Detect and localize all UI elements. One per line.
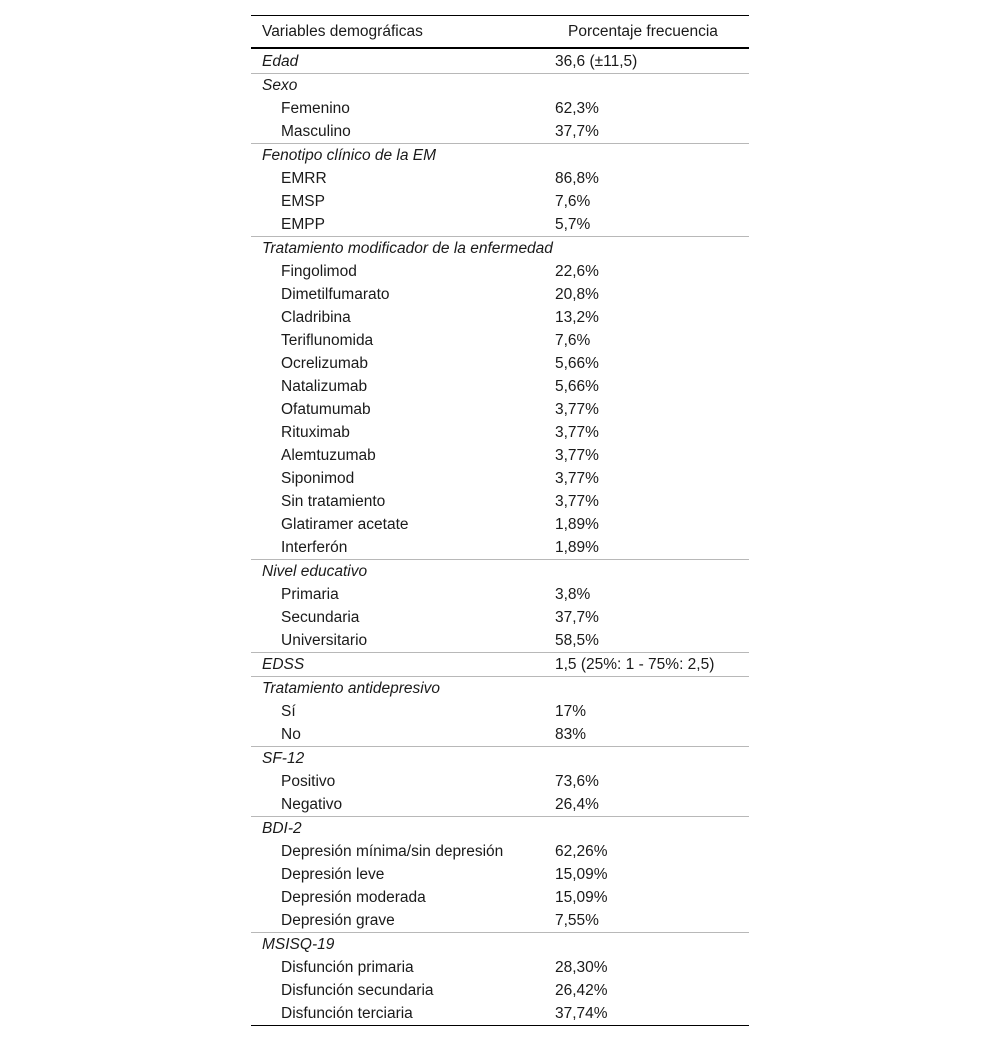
row-value: 17%: [555, 703, 587, 720]
table-row: [251, 467, 749, 490]
table-row-category: [251, 50, 749, 73]
table-row: [251, 213, 749, 236]
table-row: [251, 979, 749, 1002]
row-label: EMPP: [281, 216, 325, 233]
table-row: [251, 863, 749, 886]
row-value: 5,66%: [555, 355, 599, 372]
table-row: [251, 629, 749, 652]
row-value: 20,8%: [555, 286, 599, 303]
row-label: Rituximab: [281, 424, 350, 441]
row-value: 7,55%: [555, 912, 599, 929]
table-row-category: [251, 560, 749, 583]
row-label: Depresión mínima/sin depresión: [281, 843, 504, 860]
table-group: [251, 677, 749, 747]
row-value: 3,77%: [555, 424, 599, 441]
row-value: 26,42%: [555, 982, 608, 999]
column-header-variables: Variables demográficas: [262, 23, 423, 40]
row-label: Teriflunomida: [281, 332, 374, 349]
table-row-category: [251, 237, 749, 260]
row-label: Interferón: [281, 539, 348, 556]
row-label: Siponimod: [281, 470, 355, 487]
row-label: Ocrelizumab: [281, 355, 368, 372]
row-value: 3,77%: [555, 470, 599, 487]
table-row: [251, 909, 749, 932]
table-group: [251, 49, 749, 74]
table-row: [251, 306, 749, 329]
row-value: 28,30%: [555, 959, 608, 976]
table-row-category: [251, 677, 749, 700]
table-row: [251, 583, 749, 606]
row-value: 3,8%: [555, 586, 591, 603]
table-row: [251, 120, 749, 143]
table-row: [251, 886, 749, 909]
table-group: [251, 560, 749, 653]
table-row-category: [251, 747, 749, 770]
row-label: Disfunción terciaria: [281, 1005, 413, 1022]
table-group: [251, 747, 749, 817]
row-value: 62,3%: [555, 100, 599, 117]
row-value: 83%: [555, 726, 587, 743]
table-row: [251, 375, 749, 398]
row-value: 1,89%: [555, 516, 599, 533]
category-value: 36,6 (±11,5): [555, 53, 638, 70]
category-label: Tratamiento modificador de la enfermedad: [262, 240, 553, 257]
row-value: 37,74%: [555, 1005, 608, 1022]
table-row-category: [251, 74, 749, 97]
row-label: Depresión leve: [281, 866, 385, 883]
row-label: Sí: [281, 703, 296, 720]
row-value: 37,7%: [555, 123, 599, 140]
row-value: 1,89%: [555, 539, 599, 556]
row-value: 15,09%: [555, 889, 608, 906]
row-value: 5,7%: [555, 216, 591, 233]
row-value: 5,66%: [555, 378, 599, 395]
row-label: Disfunción secundaria: [281, 982, 434, 999]
table-row-category: [251, 817, 749, 840]
table-group: [251, 817, 749, 933]
row-label: Alemtuzumab: [281, 447, 376, 464]
table-row: [251, 283, 749, 306]
category-label: EDSS: [262, 656, 305, 673]
column-header-frequency: Porcentaje frecuencia: [568, 23, 718, 40]
row-value: 62,26%: [555, 843, 608, 860]
category-label: Sexo: [262, 77, 298, 94]
row-value: 3,77%: [555, 447, 599, 464]
category-label: Fenotipo clínico de la EM: [262, 147, 437, 164]
row-value: 58,5%: [555, 632, 599, 649]
table-row: [251, 167, 749, 190]
table-row: [251, 536, 749, 559]
row-label: Positivo: [281, 773, 336, 790]
row-label: Secundaria: [281, 609, 360, 626]
row-label: Depresión moderada: [281, 889, 426, 906]
table-row-category: [251, 144, 749, 167]
table-row: [251, 352, 749, 375]
table-row: [251, 606, 749, 629]
row-label: Fingolimod: [281, 263, 357, 280]
table-row: [251, 329, 749, 352]
row-value: 7,6%: [555, 193, 591, 210]
table-group: [251, 144, 749, 237]
table-row: [251, 490, 749, 513]
table-group: [251, 74, 749, 144]
table-header: [251, 16, 749, 49]
row-label: EMSP: [281, 193, 325, 210]
category-label: SF-12: [262, 750, 305, 767]
row-value: 73,6%: [555, 773, 599, 790]
category-label: Nivel educativo: [262, 563, 368, 580]
table-group: [251, 933, 749, 1025]
table-group: [251, 653, 749, 677]
row-label: Masculino: [281, 123, 351, 140]
row-value: 22,6%: [555, 263, 599, 280]
table-row: [251, 398, 749, 421]
category-value: 1,5 (25%: 1 - 75%: 2,5): [555, 656, 715, 673]
row-label: Cladribina: [281, 309, 351, 326]
row-value: 3,77%: [555, 401, 599, 418]
category-label: MSISQ-19: [262, 936, 335, 953]
row-label: Glatiramer acetate: [281, 516, 409, 533]
row-label: Primaria: [281, 586, 339, 603]
row-label: EMRR: [281, 170, 327, 187]
table-row: [251, 190, 749, 213]
row-label: Natalizumab: [281, 378, 368, 395]
row-label: Depresión grave: [281, 912, 395, 929]
table-row: [251, 260, 749, 283]
table-row: [251, 1002, 749, 1025]
category-label: Tratamiento antidepresivo: [262, 680, 441, 697]
row-value: 15,09%: [555, 866, 608, 883]
table-row: [251, 770, 749, 793]
table-body: [251, 49, 749, 1025]
category-label: Edad: [262, 53, 299, 70]
row-value: 37,7%: [555, 609, 599, 626]
row-value: 26,4%: [555, 796, 599, 813]
row-value: 7,6%: [555, 332, 591, 349]
row-label: Sin tratamiento: [281, 493, 386, 510]
row-label: No: [281, 726, 301, 743]
row-value: 3,77%: [555, 493, 599, 510]
row-label: Universitario: [281, 632, 368, 649]
table-group: [251, 237, 749, 560]
row-label: Negativo: [281, 796, 343, 813]
table-row-category: [251, 933, 749, 956]
table-row: [251, 421, 749, 444]
table-row: [251, 840, 749, 863]
table-row: [251, 723, 749, 746]
demographics-table: [251, 15, 749, 1026]
category-label: BDI-2: [262, 820, 302, 837]
row-label: Femenino: [281, 100, 350, 117]
row-value: 86,8%: [555, 170, 599, 187]
table-row: [251, 700, 749, 723]
table-row-category: [251, 653, 749, 676]
row-label: Disfunción primaria: [281, 959, 414, 976]
row-label: Dimetilfumarato: [281, 286, 390, 303]
table-row: [251, 793, 749, 816]
row-label: Ofatumumab: [281, 401, 371, 418]
table-row: [251, 97, 749, 120]
table-row: [251, 513, 749, 536]
table-row: [251, 444, 749, 467]
row-value: 13,2%: [555, 309, 599, 326]
table-row: [251, 956, 749, 979]
